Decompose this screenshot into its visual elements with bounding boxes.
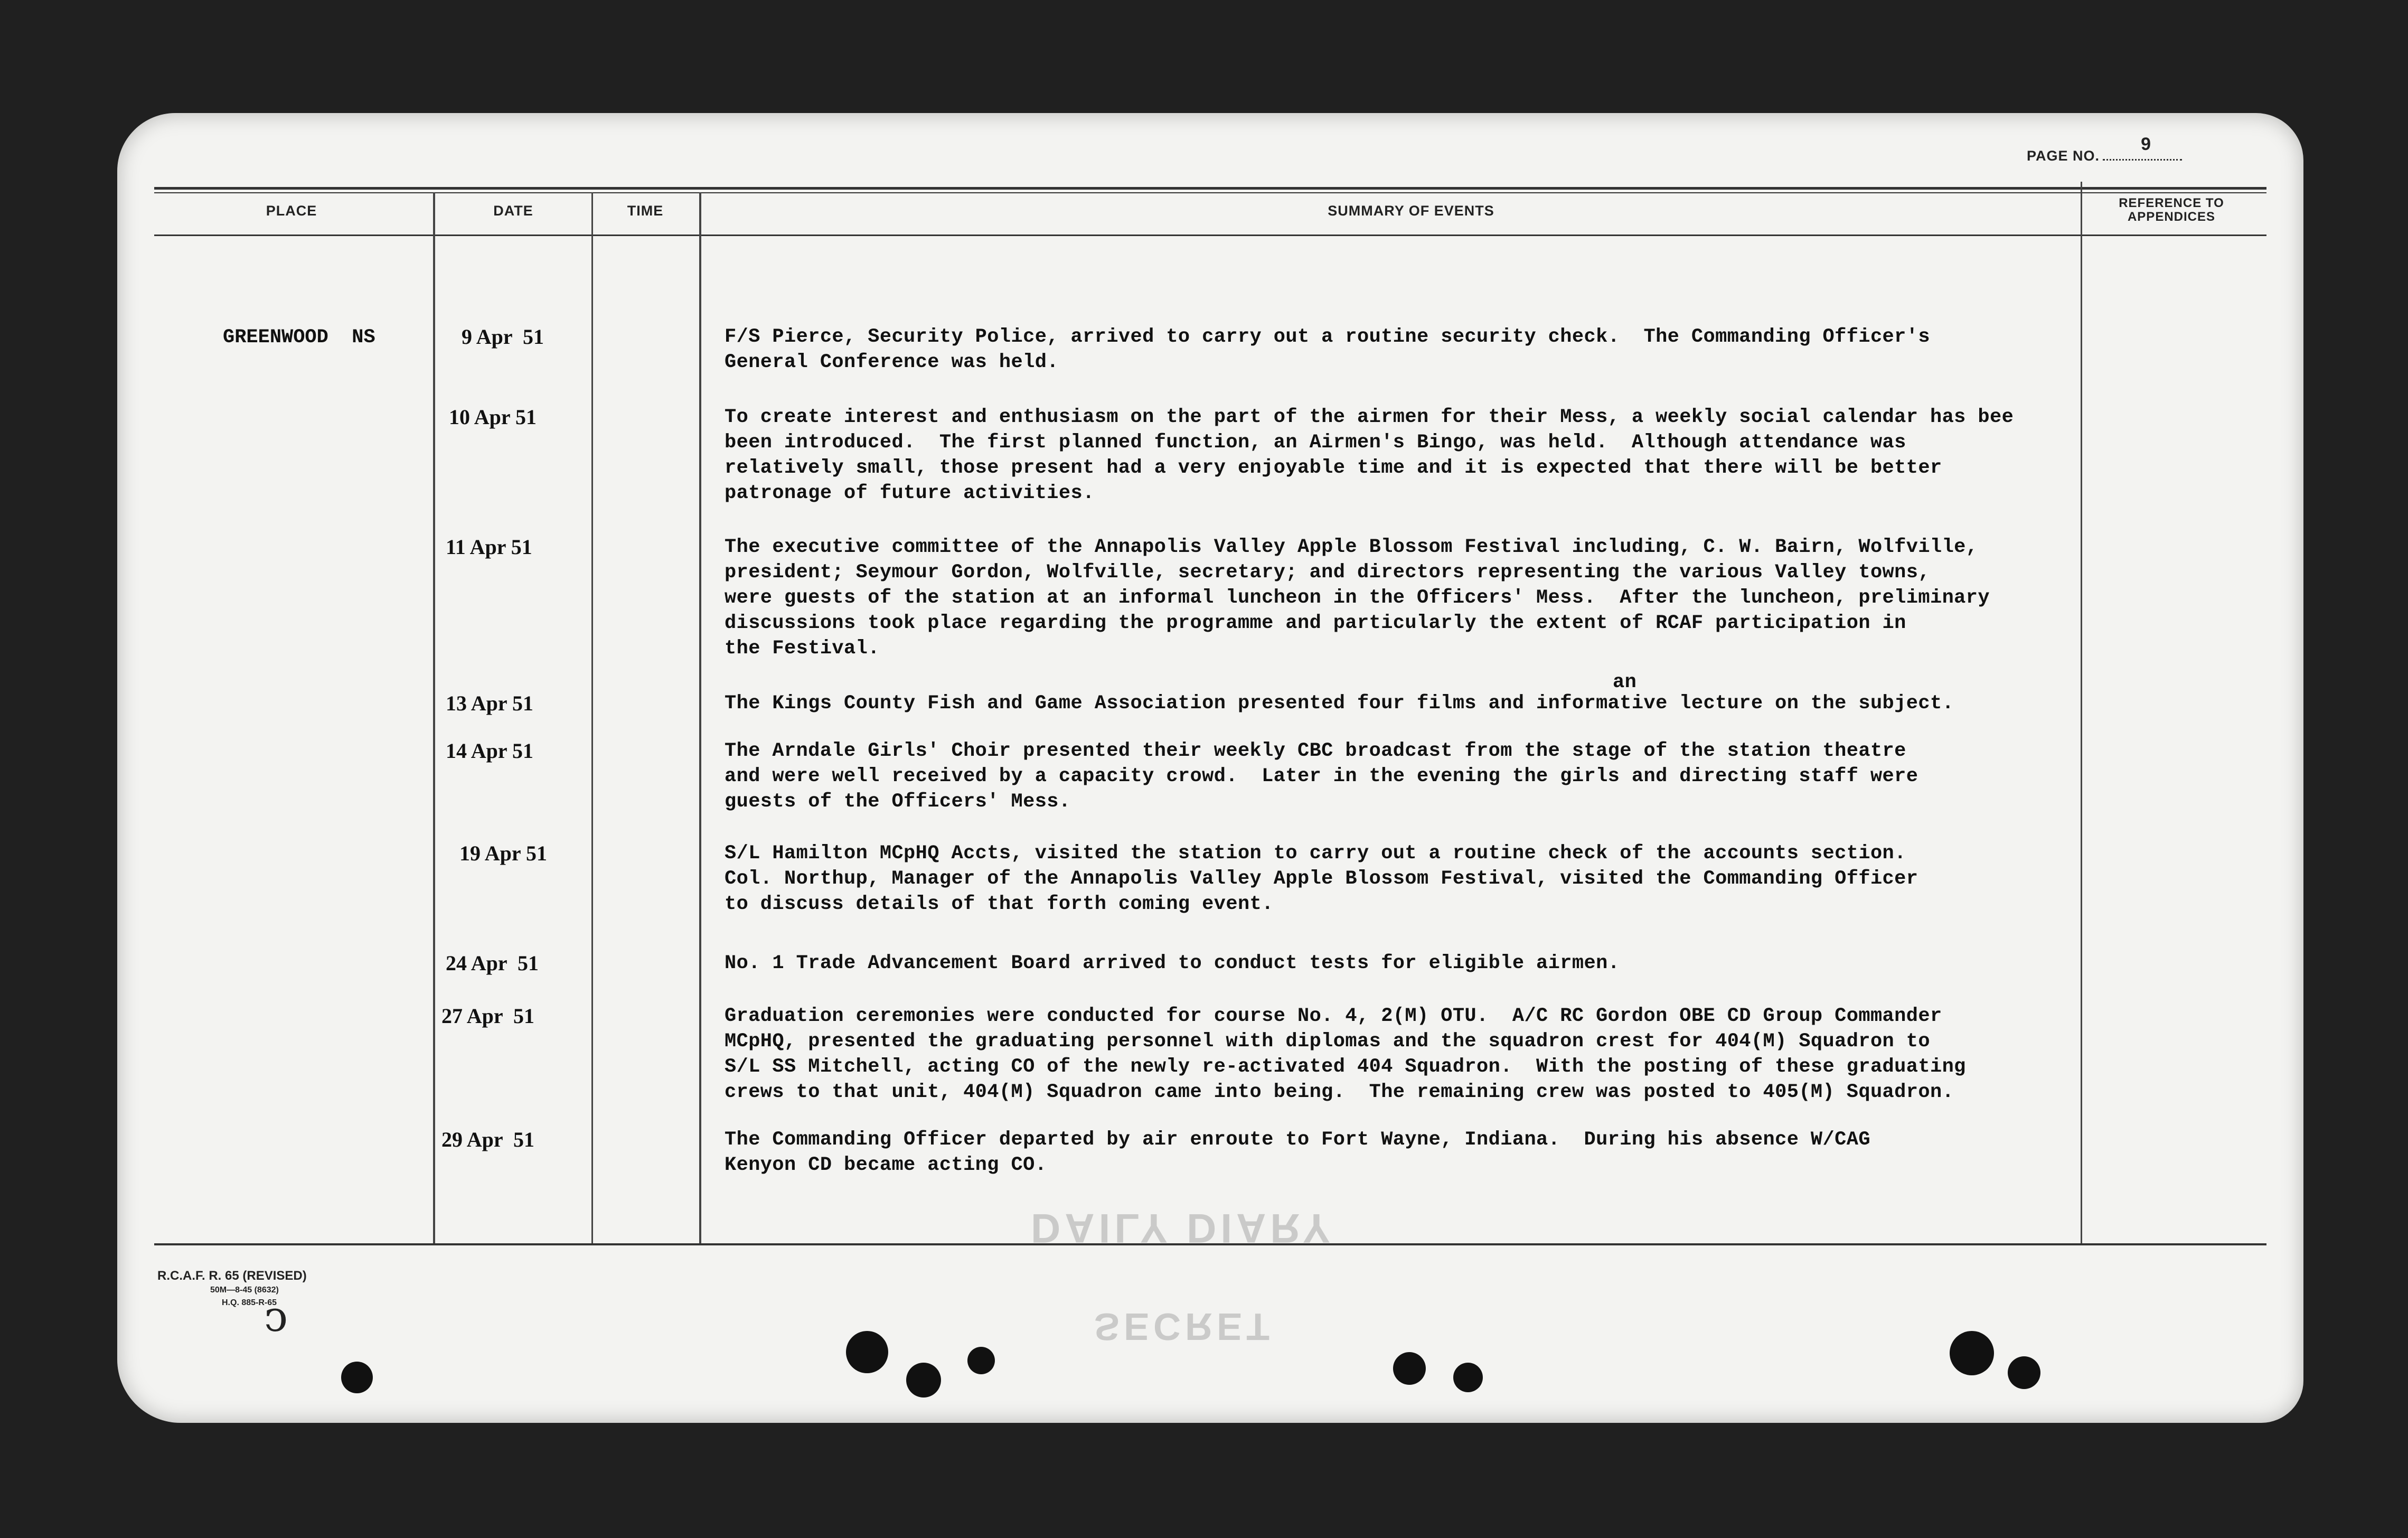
entry-summary	[725, 738, 1918, 814]
summary-line: The Arndale Girls' Choir presented their weekly CBC broadcast from the stage of the station theatre	[725, 740, 1906, 762]
summary-line: to discuss details of that forth coming event.	[725, 893, 1274, 915]
punch-hole	[1393, 1352, 1426, 1385]
entry-summary	[725, 1004, 1966, 1105]
summary-line: S/L SS Mitchell, acting CO of the newly re-activated 404 Squadron. With the posting of these graduating	[725, 1056, 1966, 1078]
header-second-rule	[154, 192, 2266, 193]
summary-line: To create interest and enthusiasm on the part of the airmen for their Mess, a weekly social calendar has bee	[725, 406, 2014, 428]
entry-summary	[725, 841, 1918, 917]
summary-line: relatively small, those present had a very enjoyable time and it is expected that there will be better	[725, 457, 1942, 479]
insertion-mark: an	[1613, 671, 1637, 693]
entry-summary	[725, 534, 1990, 661]
punch-hole	[967, 1347, 995, 1374]
summary-line: been introduced. The first planned function, an Airmen's Bingo, was held. Although attendance was	[725, 432, 1906, 454]
summary-line: Col. Northup, Manager of the Annapolis Valley Apple Blossom Festival, visited the Commanding Officer	[725, 868, 1918, 890]
summary-line: discussions took place regarding the programme and particularly the extent of RCAF participation in	[725, 612, 1906, 634]
punch-hole	[846, 1331, 888, 1373]
summary-line: MCpHQ, presented the graduating personnel with diplomas and the squadron crest for 404(M) Squadron to	[725, 1030, 1930, 1053]
divider-place-date	[433, 192, 435, 1243]
page-no-label: PAGE NO.	[2026, 148, 2100, 164]
header-bottom-rule	[154, 235, 2266, 236]
entry-date: 29 Apr 51	[441, 1128, 534, 1151]
summary-line: guests of the Officers' Mess.	[725, 791, 1071, 813]
entry-date: 24 Apr 51	[446, 951, 539, 975]
entry-date: 11 Apr 51	[446, 535, 532, 559]
place-entry: GREENWOOD NS	[223, 326, 375, 349]
summary-line: were guests of the station at an informal luncheon in the Officers' Mess. After the luncheon, preliminary	[725, 587, 1990, 609]
summary-line: patronage of future activities.	[725, 482, 1095, 504]
divider-date-time	[591, 192, 593, 1243]
entry-summary	[725, 951, 1620, 976]
summary-line: General Conference was held.	[725, 351, 1059, 373]
divider-time-summary	[699, 192, 701, 1243]
summary-line: S/L Hamilton MCpHQ Accts, visited the station to carry out a routine check of the accounts section.	[725, 842, 1906, 865]
entry-summary	[725, 405, 2014, 506]
column-header-time: TIME	[627, 203, 664, 219]
summary-line: The executive committee of the Annapolis Valley Apple Blossom Festival including, C. W. Bairn, Wolfville,	[725, 536, 1978, 558]
form-line-2: 50M—8-45 (8632)	[210, 1286, 279, 1295]
column-header-reference	[2087, 196, 2256, 224]
punch-hole	[906, 1363, 941, 1398]
page-number-field	[2026, 134, 2182, 164]
form-line-1: R.C.A.F. R. 65 (REVISED)	[157, 1269, 307, 1283]
summary-line: Kenyon CD became acting CO.	[725, 1154, 1047, 1176]
entry-date: 10 Apr 51	[449, 405, 537, 429]
reference-line-2: APPENDICES	[2127, 210, 2216, 224]
entry-date: 9 Apr 51	[462, 325, 544, 349]
header-top-rule	[154, 187, 2266, 190]
punch-hole	[2008, 1356, 2040, 1389]
entry-date: 27 Apr 51	[441, 1004, 534, 1028]
summary-line: president; Seymour Gordon, Wolfville, secretary; and directors representing the various Valley towns,	[725, 561, 1930, 584]
summary-line: The Commanding Officer departed by air enroute to Fort Wayne, Indiana. During his absence W/CAG	[725, 1129, 1870, 1151]
summary-line: The Kings County Fish and Game Association presented four films and informative lecture on the subject.	[725, 692, 1954, 715]
diary-page	[117, 113, 2303, 1423]
handwritten-mark: ↄ	[264, 1292, 288, 1341]
punch-hole	[1453, 1363, 1483, 1392]
summary-line: crews to that unit, 404(M) Squadron came into being. The remaining crew was posted to 405(M) Squadron.	[725, 1081, 1954, 1103]
watermark-daily-diary: DAILY DIARY	[1031, 1205, 1334, 1252]
entry-date: 19 Apr 51	[459, 841, 547, 865]
summary-line: No. 1 Trade Advancement Board arrived to conduct tests for eligible airmen.	[725, 952, 1620, 974]
column-header-summary: SUMMARY OF EVENTS	[1328, 203, 1494, 219]
summary-line: and were well received by a capacity crowd. Later in the evening the girls and directing staff were	[725, 765, 1918, 787]
column-header-date: DATE	[493, 203, 533, 219]
summary-line: F/S Pierce, Security Police, arrived to carry out a routine security check. The Commanding Officer's	[725, 326, 1930, 348]
summary-line: Graduation ceremonies were conducted for course No. 4, 2(M) OTU. A/C RC Gordon OBE CD Group Commander	[725, 1005, 1942, 1027]
watermark-secret: SECRET	[1094, 1305, 1274, 1347]
column-header-place: PLACE	[266, 203, 317, 219]
entry-date: 14 Apr 51	[446, 739, 533, 763]
punch-hole	[341, 1362, 373, 1393]
page-number: 9	[2141, 134, 2151, 154]
entry-summary	[725, 324, 1930, 375]
divider-summary-reference	[2081, 182, 2082, 1243]
entry-summary	[725, 1127, 1870, 1178]
punch-hole	[1950, 1331, 1994, 1375]
entry-summary	[725, 691, 1954, 716]
summary-line: the Festival.	[725, 637, 880, 660]
reference-line-1: REFERENCE TO	[2119, 196, 2224, 210]
form-line-3: H.Q. 885-R-65	[222, 1298, 277, 1307]
entry-date: 13 Apr 51	[446, 691, 533, 715]
